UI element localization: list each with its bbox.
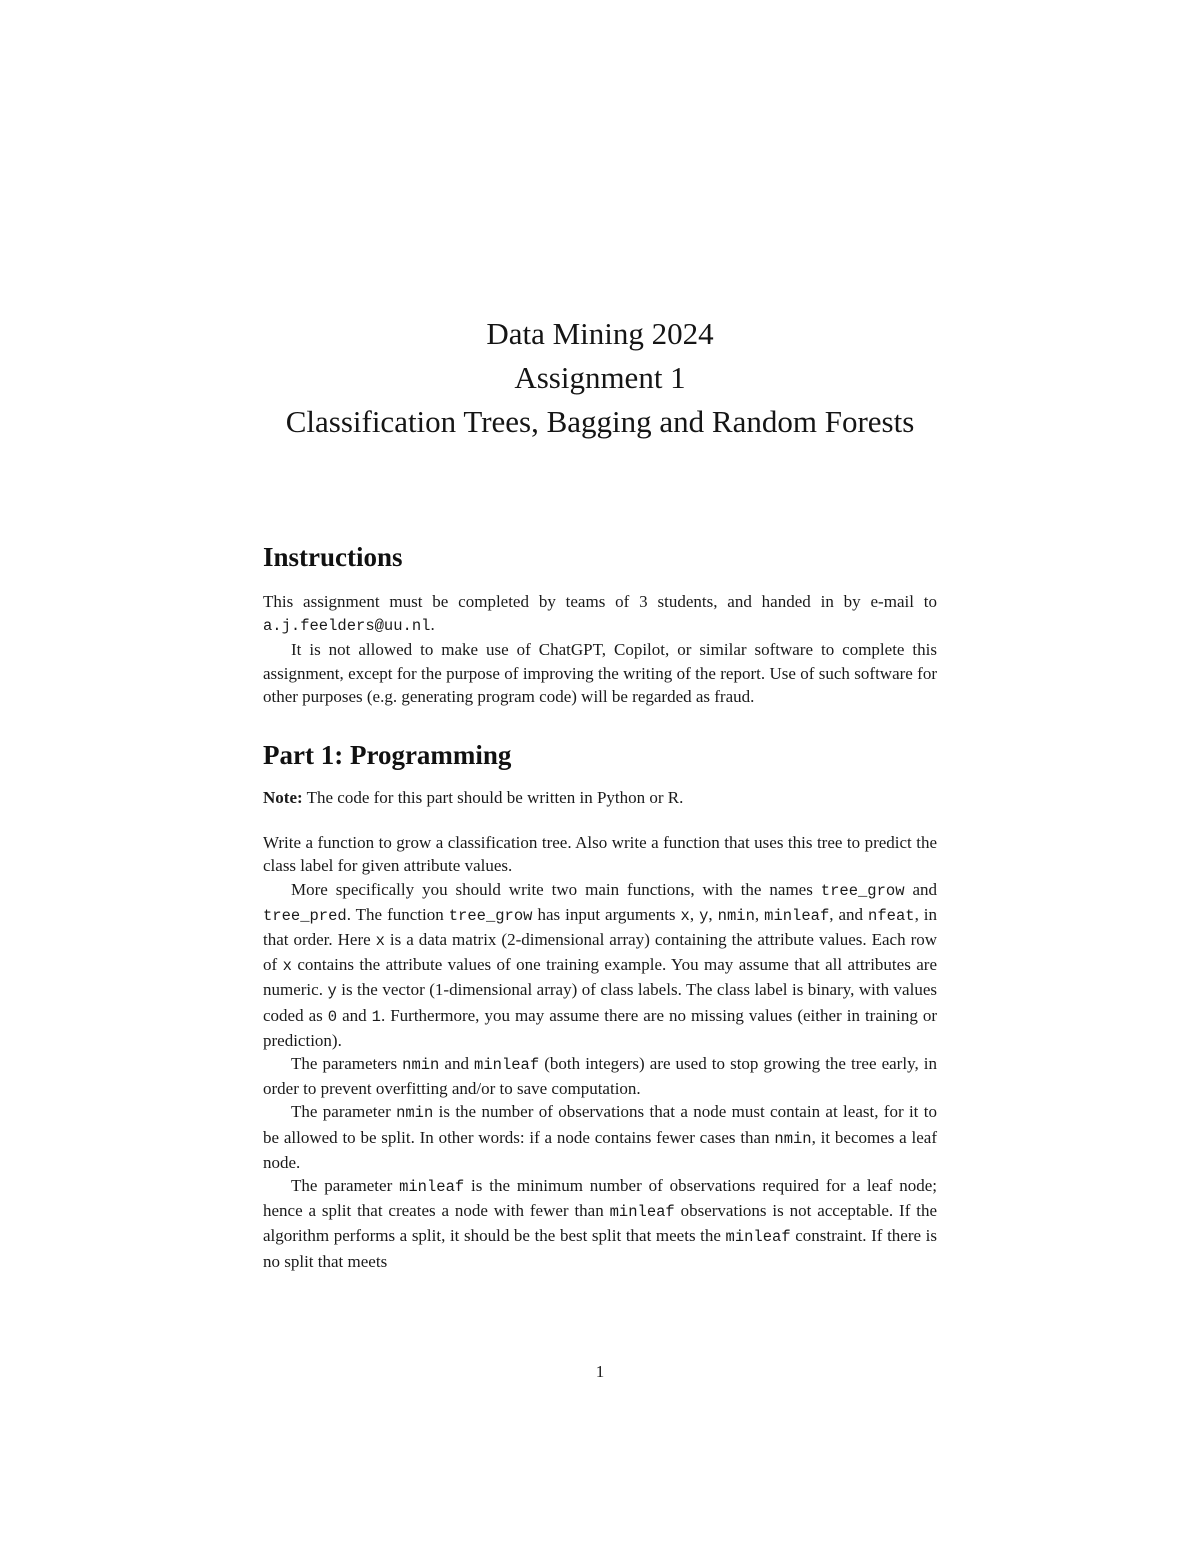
text-span: is the number of observations that a node must contain at least, for it to be allowed to be split. In other words: if a node contains fewer cases than xyxy=(263,1102,937,1147)
code-term: tree_grow xyxy=(448,906,533,925)
note-paragraph xyxy=(263,786,937,809)
code-term: nmin xyxy=(396,1104,434,1123)
instructions-paragraph-1 xyxy=(263,590,937,638)
text-span: and xyxy=(904,879,938,899)
text-span: constraint. If there is no split that meets xyxy=(263,1226,937,1271)
code-term: minleaf xyxy=(399,1178,465,1197)
text-span: , xyxy=(708,904,718,924)
code-term: minleaf xyxy=(609,1203,675,1222)
text-span: and xyxy=(337,1005,372,1025)
code-term: tree_grow xyxy=(820,881,905,900)
part1-paragraph-3 xyxy=(263,1052,937,1100)
text-span: , it becomes a leaf node. xyxy=(263,1127,937,1172)
text-span: More specifically you should write two main functions, with the names xyxy=(291,879,821,899)
code-term: minleaf xyxy=(764,906,830,925)
email-address: a.j.feelders@uu.nl xyxy=(263,617,431,636)
part1-paragraph-1: Write a function to grow a classification tree. Also write a function that uses this tree to predict the class label for given attribute values. xyxy=(263,833,937,876)
note-label: Note: xyxy=(263,788,303,808)
text-span: . The function xyxy=(346,904,449,924)
code-term: x xyxy=(680,906,690,925)
text-span: contains the attribute values of one training example. You may assume that all attributes are numeric. xyxy=(263,955,937,1000)
text-span: is the vector (1-dimensional array) of class labels. The class label is binary, with values coded as xyxy=(263,980,937,1025)
text-span: This assignment must be completed by teams of 3 students, and handed in by e-mail to xyxy=(263,592,937,611)
code-term: x xyxy=(282,957,292,976)
part1-paragraph-2 xyxy=(263,878,937,1052)
text-span: The parameter xyxy=(291,1102,397,1122)
code-term: nmin xyxy=(402,1056,440,1075)
code-term: y xyxy=(327,982,337,1001)
code-term: 0 xyxy=(327,1007,338,1026)
text-span: observations is not acceptable. If the algorithm performs a split, it should be the best split that meets the xyxy=(263,1201,937,1246)
part1-paragraph-5 xyxy=(263,1174,937,1273)
text-span: and xyxy=(439,1054,475,1074)
page-number: 1 xyxy=(595,1362,605,1381)
part1-heading: Part 1: Programming xyxy=(263,740,512,771)
part1-paragraph-4 xyxy=(263,1100,937,1174)
code-term: minleaf xyxy=(725,1228,791,1247)
assignment-title: Assignment 1 xyxy=(514,360,686,395)
text-span: The parameter xyxy=(291,1176,400,1196)
instructions-paragraph-2: It is not allowed to make use of ChatGPT, Copilot, or similar software to complete this assignment, except for the purpose of improving the writing of the report. Use of such software for other purposes (e.g. generating program code) will be regarded as fraud. xyxy=(263,640,937,706)
code-term: x xyxy=(375,932,385,951)
text-span: is the minimum number of observations required for a leaf node; hence a split that creates a node with fewer than xyxy=(263,1176,937,1221)
text-span: (both integers) are used to stop growing the tree early, in order to prevent overfitting and/or to save computation. xyxy=(263,1054,938,1099)
code-term: 1 xyxy=(371,1007,381,1026)
code-term: minleaf xyxy=(474,1056,540,1075)
text-span: , xyxy=(754,904,765,924)
code-term: nfeat xyxy=(868,906,915,925)
text-span: . Furthermore, you may assume there are no missing values (either in training or prediction). xyxy=(263,1005,937,1050)
text-span: , xyxy=(689,904,700,924)
code-term: y xyxy=(699,906,709,925)
title-block xyxy=(0,312,1200,444)
code-term: tree_pred xyxy=(263,906,347,925)
document-body xyxy=(263,540,937,1273)
assignment-subtitle: Classification Trees, Bagging and Random Forests xyxy=(285,404,915,439)
text-span: , and xyxy=(829,904,869,924)
text-span: has input arguments xyxy=(532,904,681,924)
text-span: The code for this part should be written in Python or R. xyxy=(302,788,684,808)
code-term: nmin xyxy=(717,906,755,925)
course-title: Data Mining 2024 xyxy=(486,316,714,351)
instructions-heading: Instructions xyxy=(263,542,403,572)
text-span: is a data matrix (2-dimensional array) containing the attribute values. Each row of xyxy=(263,930,938,975)
text-span: The parameters xyxy=(291,1054,403,1074)
text-span: , in that order. Here xyxy=(263,904,938,950)
code-term: nmin xyxy=(774,1129,812,1148)
text-span: . xyxy=(430,615,435,635)
